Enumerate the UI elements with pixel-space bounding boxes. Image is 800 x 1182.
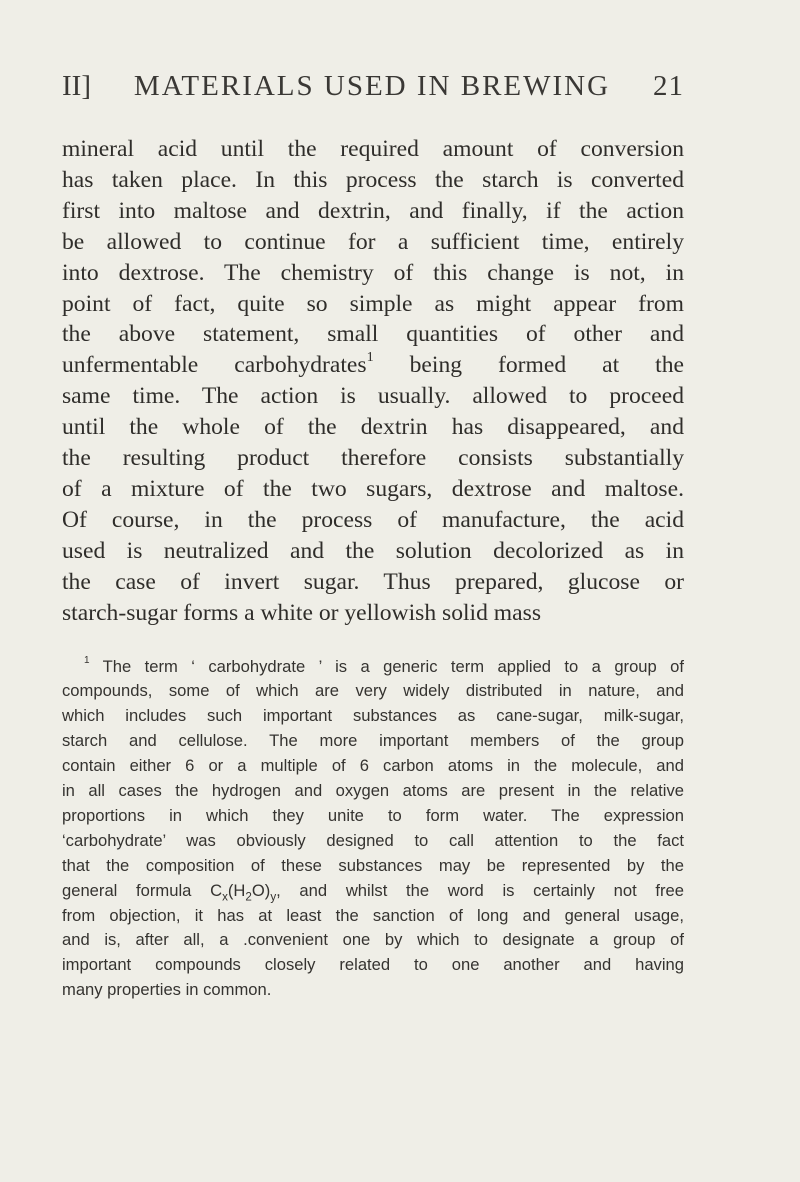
body-line: the case of invert sugar. Thus prepared, glucose or: [62, 568, 684, 595]
formula-part: C: [210, 880, 223, 900]
body-line-with-footnote-ref: [62, 350, 684, 381]
body-line: starch-sugar forms a white or yellowish solid mass: [62, 599, 541, 626]
body-line: mineral acid until the required amount of conversion: [62, 136, 684, 162]
footnote-line: from objection, it has at least the sanction of long and general usage,: [62, 905, 684, 925]
footnote-line: ‘carbohydrate’ was obviously designed to call attention to the fact: [62, 830, 684, 850]
body-line: first into maltose and dextrin, and finally, if the action: [62, 197, 684, 224]
body-line: same time. The action is usually. allowed to proceed: [62, 383, 684, 410]
footnote-line-text: general formula: [62, 880, 211, 900]
footnote-line: and is, after all, a .convenient one by which to designate a group of: [62, 930, 684, 950]
footnote: [62, 655, 684, 1004]
footnote-line: starch and cellulose. The more important members of the group: [62, 731, 684, 751]
formula-subscript: y: [270, 889, 277, 903]
formula-part: O): [251, 880, 271, 900]
footnote-line: compounds, some of which are very widely distributed in nature, and: [62, 681, 684, 701]
page-number: 21: [652, 70, 684, 102]
body-line: until the whole of the dextrin has disappeared, and: [62, 414, 684, 441]
body-line: be allowed to continue for a sufficient time, entirely: [62, 228, 684, 255]
footnote-line-with-formula: [62, 879, 684, 904]
body-line: has taken place. In this process the starch is converted: [62, 166, 684, 193]
footnote-line: in all cases the hydrogen and oxygen atoms are present in the relative: [62, 781, 684, 801]
body-line: point of fact, quite so simple as might appear from: [62, 290, 684, 317]
body-line-text: unfermentable carbohydrates: [62, 352, 367, 379]
footnote-reference: 1: [366, 349, 374, 366]
body-line: Of course, in the process of manufacture, the acid: [62, 506, 684, 533]
footnote-line-text: , and whilst the word is certainly not free: [276, 880, 684, 900]
footnote-line: which includes such important substances as cane-sugar, milk-sugar,: [62, 706, 684, 726]
footnote-line: contain either 6 or a multiple of 6 carbon atoms in the molecule, and: [62, 756, 684, 776]
footnote-marker: 1: [84, 655, 90, 667]
chemical-formula: [210, 880, 277, 903]
body-line: the resulting product therefore consists substantially: [62, 445, 684, 472]
formula-part: (H: [227, 880, 246, 900]
footnote-line: many properties in common.: [62, 980, 272, 1000]
footnote-line: [62, 655, 684, 680]
running-title: MATERIALS USED IN BREWING: [133, 70, 611, 102]
footnote-line: that the composition of these substances may be represented by the: [62, 855, 684, 875]
formula-subscript: 2: [245, 889, 252, 903]
body-line: of a mixture of the two sugars, dextrose and maltose.: [62, 475, 684, 502]
footnote-line: proportions in which they unite to form water. The expression: [62, 805, 684, 825]
formula-subscript: x: [222, 889, 228, 903]
body-line: used is neutralized and the solution decolorized as in: [62, 537, 684, 564]
footnote-line-text: The term ‘ carbohydrate ’ is a generic term applied to a group of: [89, 656, 684, 676]
book-page: [62, 70, 684, 1150]
body-line-text: being formed at the: [373, 352, 684, 379]
footnote-line: important compounds closely related to one another and having: [62, 955, 684, 975]
running-header: [62, 70, 684, 114]
body-paragraph: [62, 134, 684, 629]
body-line: the above statement, small quantities of other and: [62, 321, 684, 348]
chapter-number: II]: [62, 70, 91, 102]
body-line: into dextrose. The chemistry of this change is not, in: [62, 259, 684, 286]
